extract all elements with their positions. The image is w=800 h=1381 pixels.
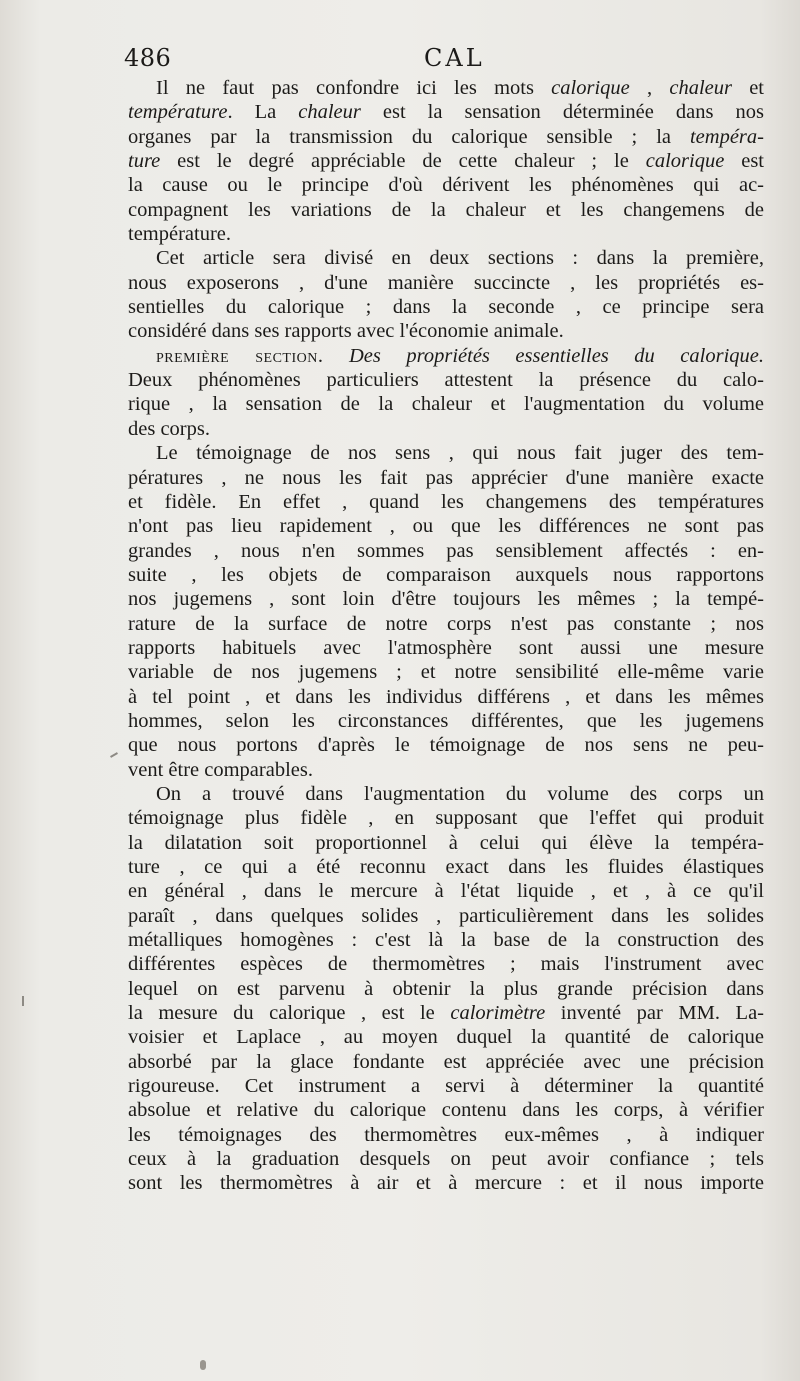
text-line: considéré dans ses rapports avec l'économie animale. [128,320,564,343]
text-line: la dilatation soit proportionnel à celui qui élève la tempéra- [128,831,764,854]
text-line: la mesure du calorique , est le calorimètre inventé par MM. La- [128,1002,764,1025]
page-number: 486 [124,44,172,72]
text-line: sont les thermomètres à air et à mercure : et il nous importe [128,1172,764,1195]
text-line: organes par la transmission du calorique sensible ; la tempéra- [128,125,764,148]
text-line: Il ne faut pas confondre ici les mots calorique , chaleur et [156,77,764,99]
text-line: On a trouvé dans l'augmentation du volume des corps un [156,782,764,805]
ink-smudge [200,1360,206,1370]
text-line: témoignage plus fidèle , en supposant que l'effet qui produit [128,807,764,830]
text-line: grandes , nous n'en sommes pas sensiblement affectés : en- [128,539,764,562]
text-line: pératures , ne nous les fait pas apprécier d'une manière exacte [128,466,764,489]
text-line: paraît , dans quelques solides , particulièrement dans les solides [128,904,764,927]
text-line: hommes, selon les circonstances différentes, que les jugemens [128,709,764,732]
text-line: des corps. [128,417,210,440]
text-line: rigoureuse. Cet instrument a servi à déterminer la quantité [128,1075,764,1098]
page-header [124,40,764,74]
text-line: température. La chaleur est la sensation déterminée dans nos [128,101,764,124]
text-line: ture , ce qui a été reconnu exact dans les fluides élastiques [128,856,764,878]
text-line: sentielles du calorique ; dans la seconde , ce principe sera [128,296,764,319]
margin-mark [22,996,24,1006]
text-line: métalliques homogènes : c'est là la base de la construction des [128,929,764,952]
text-line: rique , la sensation de la chaleur et l'augmentation du volume [128,393,764,416]
text-line: rature de la surface de notre corps n'est pas constante ; nos [128,612,764,635]
text-line: n'ont pas lieu rapidement , ou que les différences ne sont pas [128,515,764,538]
body-text [128,76,764,1196]
text-line: Deux phénomènes particuliers attestent la présence du calo- [128,369,764,392]
text-line: température. [128,223,232,246]
section-heading: première section. Des propriétés essentielles du calorique. [156,344,764,367]
text-line: absolue et relative du calorique contenu dans les corps, à vérifier [128,1099,764,1122]
text-line: absorbé par la glace fondante est appréciée avec une précision [128,1050,764,1073]
text-line: la cause ou le principe d'où dérivent les phénomènes qui ac- [128,174,764,197]
text-line: nos jugemens , sont loin d'être toujours les mêmes ; la tempé- [128,588,764,611]
text-line: compagnent les variations de la chaleur et les changemens de [128,198,764,221]
text-line: Cet article sera divisé en deux sections : dans la première, [156,247,764,270]
margin-mark [110,752,118,758]
text-line: voisier et Laplace , au moyen duquel la quantité de calorique [128,1026,764,1049]
text-line: et fidèle. En effet , quand les changemens des températures [128,490,764,513]
text-line: les témoignages des thermomètres eux-mêmes , à indiquer [128,1123,764,1146]
text-line: Le témoignage de nos sens , qui nous fait juger des tem- [156,442,764,465]
text-line: rapports habituels avec l'atmosphère sont aussi une mesure [128,636,764,659]
text-line: nous exposerons , d'une manière succincte , les propriétés es- [128,271,764,294]
text-line: vent être comparables. [128,758,313,781]
text-line: variable de nos jugemens ; et notre sensibilité elle-même varie [128,661,764,684]
text-line: lequel on est parvenu à obtenir la plus grande précision dans [128,977,764,1000]
text-line: suite , les objets de comparaison auxquels nous rapportons [128,563,764,586]
text-line: que nous portons d'après le témoignage de nos sens ne peu- [128,734,764,757]
text-line: différentes espèces de thermomètres ; mais l'instrument avec [128,953,764,976]
text-line: ture est le degré appréciable de cette chaleur ; le calorique est [128,150,764,173]
text-line: en général , dans le mercure à l'état liquide , et , à ce qu'il [128,880,764,903]
text-line: ceux à la graduation desquels on peut avoir confiance ; tels [128,1148,764,1171]
text-line: à tel point , et dans les individus différens , et dans les mêmes [128,685,764,708]
running-head: CAL [424,44,485,72]
